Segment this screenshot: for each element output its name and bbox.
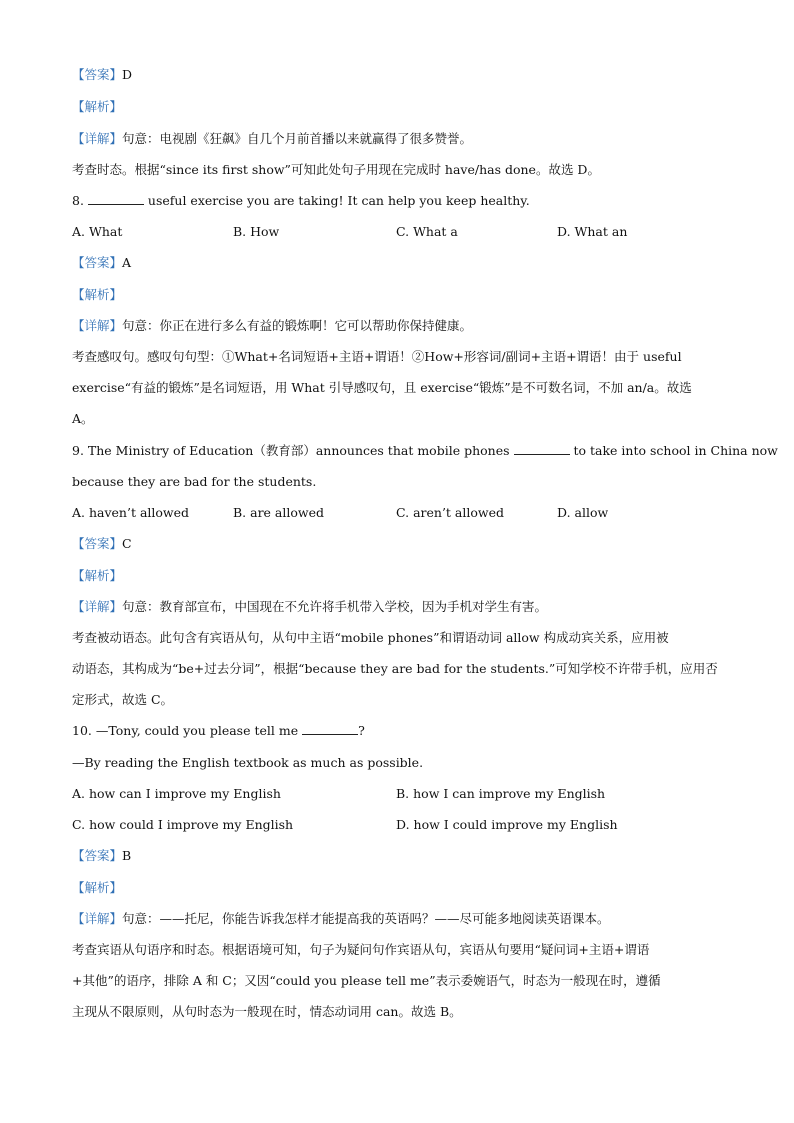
answer-value: D [122, 67, 133, 82]
detail-tag: 【详解】 [72, 131, 123, 146]
option-c: C. how could I improve my English [72, 817, 294, 832]
detail-line [72, 598, 720, 616]
question-stem-continued: because they are bad for the students. [72, 474, 317, 489]
detail-text: 句意：你正在进行多么有益的锻炼啊！它可以帮助你保持健康。 [122, 318, 473, 333]
analysis-tag: 【解析】 [72, 880, 123, 895]
explanation-line: 考查被动语态。此句含有宾语从句，从句中主语“mobile phones”和谓语动词 allow 构成动宾关系，应用被 [72, 630, 669, 645]
analysis-tag: 【解析】 [72, 287, 123, 302]
answer-value: B [122, 848, 132, 863]
stem-text: to take into school in China now [573, 443, 778, 458]
question-stem [72, 192, 720, 210]
option-c: C. What a [396, 224, 458, 239]
answer-blank [302, 722, 358, 735]
question-stem [72, 442, 778, 460]
answer-blank [88, 192, 144, 205]
explanation-line: 定形式，故选 C。 [72, 692, 174, 707]
option-b: B. how I can improve my English [396, 786, 606, 801]
option-a: A. What [72, 224, 123, 239]
detail-tag: 【详解】 [72, 599, 123, 614]
question-stem-continued: —By reading the English textbook as much as possible. [72, 755, 424, 770]
explanation-line: 考查时态。根据“since its first show”可知此处句子用现在完成时 have/has done。故选 D。 [72, 162, 600, 177]
detail-line [72, 910, 720, 928]
answer-tag: 【答案】 [72, 848, 123, 863]
detail-tag: 【详解】 [72, 911, 123, 926]
detail-line [72, 130, 720, 148]
detail-tag: 【详解】 [72, 318, 123, 333]
question-stem [72, 722, 720, 740]
question-number: 10. [72, 723, 92, 738]
explanation-line: exercise“有益的锻炼”是名词短语，用 What 引导感叹句，且 exercise“锻炼”是不可数名词，不加 an/a。故选 [72, 380, 692, 395]
detail-line [72, 317, 720, 335]
answer-value: A [122, 255, 132, 270]
detail-text: 句意：——托尼，你能告诉我怎样才能提高我的英语吗？——尽可能多地阅读英语课本。 [122, 911, 610, 926]
answer-line [72, 254, 720, 272]
stem-end: ? [358, 723, 365, 738]
answer-blank [514, 442, 570, 455]
answer-tag: 【答案】 [72, 536, 123, 551]
option-b: B. are allowed [233, 505, 325, 520]
explanation-line: 主现从不限原则，从句时态为一般现在时，情态动词用 can。故选 B。 [72, 1004, 462, 1019]
detail-text: 句意：电视剧《狂飙》自几个月前首播以来就赢得了很多赞誉。 [122, 131, 473, 146]
explanation-line: 动语态，其构成为“be+过去分词”，根据“because they are bad for the students.”可知学校不许带手机，应用否 [72, 661, 718, 676]
answer-line [72, 66, 720, 84]
option-d: D. allow [557, 505, 609, 520]
answer-value: C [122, 536, 132, 551]
explanation-line: 考查宾语从句语序和时态。根据语境可知，句子为疑问句作宾语从句，宾语从句要用“疑问词+主语+谓语 [72, 942, 650, 957]
option-b: B. How [233, 224, 280, 239]
option-d: D. how I could improve my English [396, 817, 618, 832]
answer-line [72, 535, 720, 553]
stem-text: useful exercise you are taking! It can help you keep healthy. [147, 193, 530, 208]
analysis-tag: 【解析】 [72, 99, 123, 114]
option-a: A. haven’t allowed [72, 505, 190, 520]
explanation-line: A。 [72, 411, 94, 426]
stem-text: The Ministry of Education（教育部）announces that mobile phones [87, 443, 510, 458]
stem-text: —Tony, could you please tell me [95, 723, 299, 738]
option-c: C. aren’t allowed [396, 505, 504, 520]
explanation-line: +其他”的语序，排除 A 和 C；又因“could you please tell me”表示委婉语气，时态为一般现在时，遵循 [72, 973, 661, 988]
analysis-tag: 【解析】 [72, 568, 123, 583]
question-number: 8. [72, 193, 84, 208]
option-d: D. What an [557, 224, 628, 239]
answer-line [72, 847, 720, 865]
question-number: 9. [72, 443, 84, 458]
option-a: A. how can I improve my English [72, 786, 281, 801]
detail-text: 句意：教育部宣布，中国现在不允许将手机带入学校，因为手机对学生有害。 [122, 599, 548, 614]
explanation-line: 考查感叹句。感叹句句型：①What+名词短语+主语+谓语！②How+形容词/副词+主语+谓语！由于 useful [72, 349, 682, 364]
answer-tag: 【答案】 [72, 255, 123, 270]
answer-tag: 【答案】 [72, 67, 123, 82]
